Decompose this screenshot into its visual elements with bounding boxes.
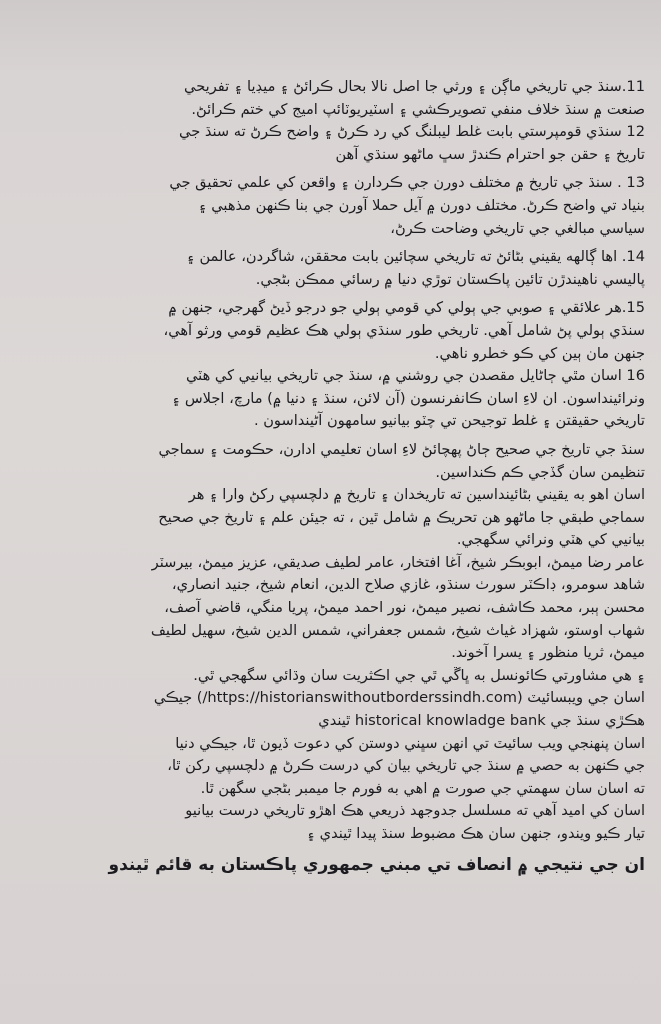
hope-line-1: اسان کي اميد آهي ته مسلسل جدوجهد ذريعي هڪ اهڙو تاريخي درست بيانيو (185, 802, 645, 820)
invite-line-3: ته اسان سان سهمتي جي صورت ۾ اهي به فورم جا ميمبر بڻجي سگهن ٿا. (200, 779, 645, 797)
document-text (30, 76, 645, 878)
p11-line-2: صنعت ۾ سنڌ خلاف منفي تصويرڪشي ۽ اسٽيريوٽائپ اميج کي ختم ڪرائڻ. (191, 100, 645, 118)
page-top-shadow (0, 0, 661, 70)
p17-line-1: سنڌ جي تاريخ جي صحيح ڄاڻ پهچائڻ لاءِ اسان تعليمي ادارن، حڪومت ۽ سماجي (158, 440, 645, 458)
p18-line-3: بيانيي کي هٽي ونرائي سگهجي. (456, 531, 645, 549)
hope-line-2: تيار ڪيو ويندو، جنهن سان هڪ مضبوط سنڌ پيدا ٿيندي ۽ (306, 825, 645, 842)
p14-line-2: پاليسي ناهيندڙن تائين پاڪستان توڙي دنيا ۾ رسائي ممڪن بڻجي. (255, 270, 645, 288)
p16-line-1: 16 اسان مٿي ڄاڻايل مقصدن جي روشني ۾، سنڌ جي تاريخي بيانيي کي هٽي (186, 367, 645, 385)
p13-line-2: بنياد تي واضح ڪرڻ. مختلف دورن ۾ آيل حملا آورن جي بنا ڪنهن مذهبي ۽ (198, 196, 645, 214)
invite-line-2: جي ڪنهن به حصي ۾ سنڌ جي تاريخي بيان کي درست ڪرڻ ۾ دلچسپي رکن ٿا، (167, 757, 645, 775)
website-line: اسان جي ويبسائيٽ (https://historianswithoutborderssindh.com/) جيڪي (153, 689, 645, 707)
names-line-1: عامر رضا ميمڻ، ابوبڪر شيخ، آغا افتخار، عامر لطيف صديقي، عزيز ميمڻ، بيرسٽر (151, 553, 645, 571)
names-line-3: محسن ٻبر، محمد ڪاشف، نصير ميمڻ، نور احمد ميمڻ، پريا منگي، قاضي آصف، (164, 599, 645, 617)
p13-line-3: سياسي مبالغي جي تاريخي وضاحت ڪرڻ، (390, 219, 645, 237)
p15-line-3: جنهن مان ٻين کي ڪو خطرو ناهي. (434, 344, 645, 362)
p15-line-1: 15.هر علائقي ۽ صوبي جي ٻولي کي قومي ٻولي جو درجو ڏيڻ گهرجي، جنهن ۾ (168, 299, 645, 317)
council-line-1: ۽ هي مشاورتي ڪائونسل به ڀاڱي ٿي جي اڪثريت سان وڌائي سگهجي ٿي. (193, 666, 645, 684)
p18-line-1: اسان اهو به يقيني بڻائينداسين ته تاريخدان ۽ تاريخ ۾ دلچسپي رکڻ وارا ۽ هر (188, 486, 645, 504)
names-line-4: شهاب اوستو، شهزاد غياث شيخ، شمس جعفراني، شمس الدين شيخ، سهيل لطيف (150, 621, 645, 639)
p16-line-2: ونرائينداسون. ان لاءِ اسان ڪانفرنسون (آن لائن، سنڌ ۽ دنيا ۾) مارچ، اجلاس ۽ (171, 389, 645, 407)
p16-line-3: تاريخي حقيقتن ۽ غلط توجيحن تي چٽو بيانيو سامهون آڻينداسون . (253, 412, 645, 430)
invite-line-1: اسان پنهنجي ويب سائيٽ تي انهن سڀني دوستن کي دعوت ڏيون ٿا، جيڪي دنيا (175, 734, 645, 752)
p11-line-1: 11.سنڌ جي تاريخي ماڳن ۽ ورثي جا اصل نالا بحال ڪرائڻ ۽ ميڊيا ۽ تفريحي (184, 78, 645, 95)
p15-line-2: سنڌي ٻولي پڻ شامل آهي. تاريخي طور سنڌي ٻولي هڪ عظيم قومي ورثو آهي، (163, 321, 645, 339)
closing-line: ان جي نتيجي ۾ انصاف تي مبني جمهوري پاڪستان به قائم ٿيندو (108, 854, 645, 875)
p13-line-1: 13 . سنڌ جي تاريخ ۾ مختلف دورن جي ڪردارن ۽ واقعن کي علمي تحقيق جي (169, 174, 645, 192)
p12-line-2: تاريخ ۽ حقن جو احترام ڪندڙ سڀ ماڻهو سنڌي آهن (335, 145, 645, 163)
names-line-2: شاهد سومرو، ڊاڪٽر سورٺ سنڌو، غازي صلاح الدين، انعام شيخ، جنيد انصاري، (171, 576, 645, 594)
p18-line-2: سماجي طبقي جا ماڻهو هن تحريڪ ۾ شامل ٿين ، ته جيئن علم ۽ تاريخ جي صحيح (158, 508, 645, 526)
p12-line-1: 12 سنڌي قومپرستي بابت غلط ليبلنگ کي رد ڪرڻ ۽ واضح ڪرڻ ته سنڌ جي (179, 123, 645, 141)
p14-line-1: 14. اها ڳالهه يقيني بڻائڻ ته تاريخي سچائين بابت محققن، شاگردن، عالمن ۽ (186, 248, 645, 266)
p17-line-2: تنظيمن سان گڏجي ڪم ڪنداسين. (435, 463, 645, 481)
names-line-5: ميمڻ، ثريا منظور ۽ يسرا آخوند. (451, 644, 645, 662)
knowledge-bank-line: هڪڙي سنڌ جي historical knowladge bank ٿيندي (318, 712, 645, 730)
